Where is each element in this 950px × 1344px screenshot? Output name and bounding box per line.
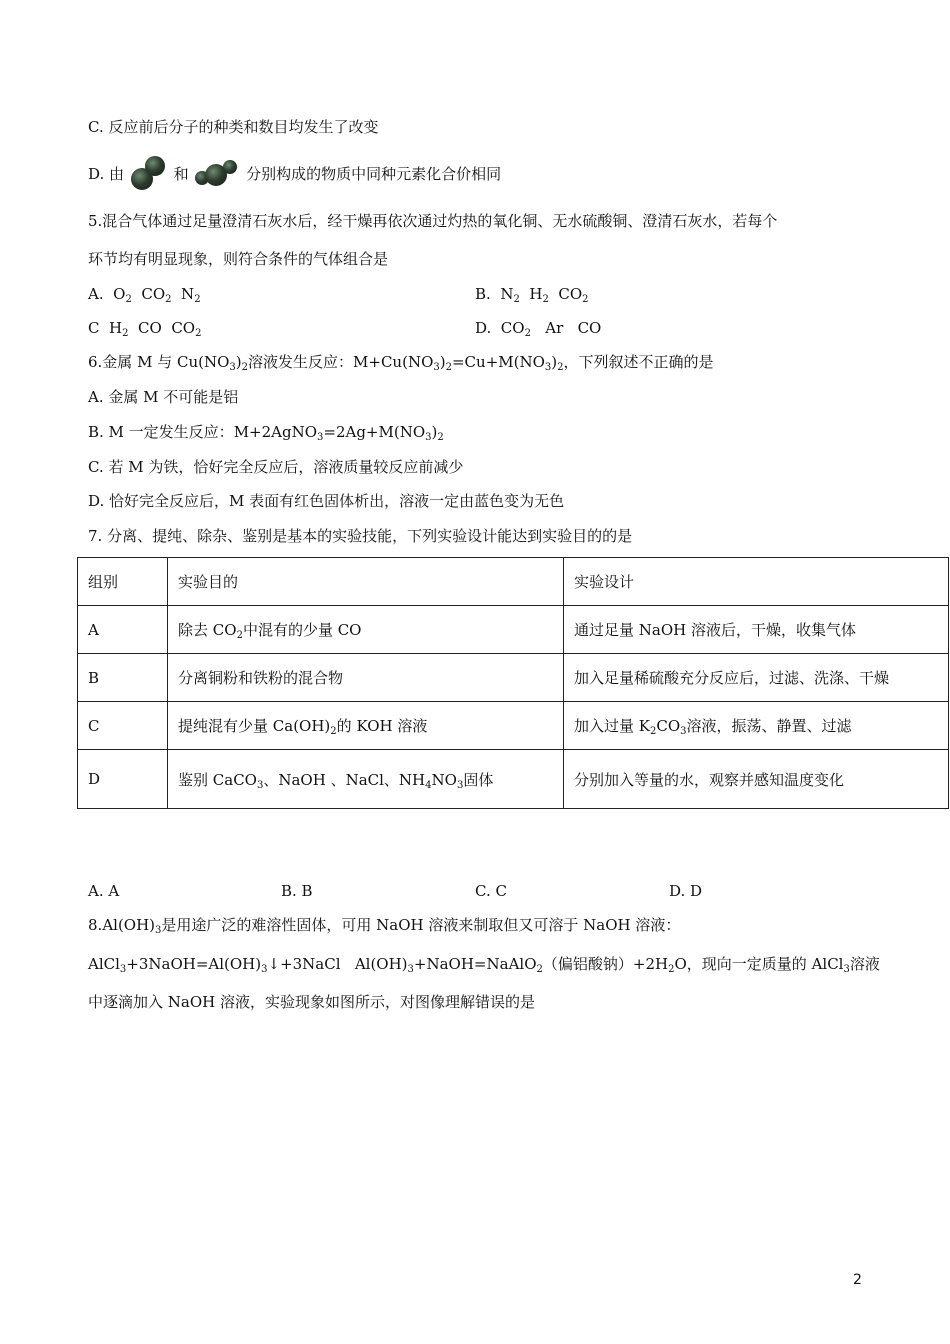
row-design: 分别加入等量的水，观察并感知温度变化 xyxy=(564,750,949,809)
row-purpose: 分离铜粉和铁粉的混合物 xyxy=(168,654,564,702)
header-purpose: 实验目的 xyxy=(168,558,564,606)
table-row xyxy=(78,702,949,750)
q6-stem: 6.金属 M 与 $Cu(NO_3)_2$溶液发生反应：$M+Cu(NO_3)_2=Cu+M(NO_3)_2$，下列叙述不正确的是 xyxy=(88,353,714,373)
q7-answer-d: D. D xyxy=(669,882,703,900)
q7-stem: 7. 分离、提纯、除杂、鉴别是基本的实验技能，下列实验设计能达到实验目的的是 xyxy=(88,527,633,545)
table-header-row xyxy=(78,558,949,606)
experiment-table xyxy=(77,557,949,809)
header-design: 实验设计 xyxy=(564,558,949,606)
row-purpose: 鉴别 CaCO$_3$、NaOH 、NaCl、$NH_4NO_3$固体 xyxy=(168,750,564,809)
page-number: 2 xyxy=(853,1272,862,1288)
row-design: 加入过量 $K_2CO_3$溶液，振荡、静置、过滤 xyxy=(564,702,949,750)
row-purpose: 提纯混有少量 $Ca(OH)_2$的 KOH 溶液 xyxy=(168,702,564,750)
q5-option-c: C $H_2$ CO $CO_2$ xyxy=(88,319,202,339)
table-row xyxy=(78,750,949,809)
q4-option-d: D. 由 和 分别构成的物质中同种元素化合价相同 xyxy=(88,160,501,188)
q5-option-d: D. $CO_2$ Ar CO xyxy=(475,319,602,339)
q7-answer-b: B. B xyxy=(281,882,313,900)
q5-option-a: A. $O_2$ $CO_2$ $N_2$ xyxy=(88,285,201,305)
q7-answer-c: C. C xyxy=(475,882,507,900)
triatomic-molecule-icon xyxy=(193,162,241,188)
row-purpose: 除去 $CO_2$中混有的少量 CO xyxy=(168,606,564,654)
row-group: C xyxy=(78,702,168,750)
q5-option-b: B. $N_2$ $H_2$ $CO_2$ xyxy=(475,285,589,305)
q6-option-d: D. 恰好完全反应后，M 表面有红色固体析出，溶液一定由蓝色变为无色 xyxy=(88,492,565,510)
q8-equations: $AlCl_3+3NaOH=Al(OH)_3↓+3NaCl$ $Al(OH)_3+NaOH=NaAlO_2$（偏铝酸钠）$+2H_2O$，现向一定质量的 AlCl$_3$溶液 xyxy=(88,955,880,975)
header-group: 组别 xyxy=(78,558,168,606)
q8-stem: $8.Al(OH)_3$是用途广泛的难溶性固体，可用 NaOH 溶液来制取但又可溶于 NaOH 溶液： xyxy=(88,916,681,936)
diatomic-molecule-icon xyxy=(129,162,169,188)
row-design: 加入足量稀硫酸充分反应后，过滤、洗涤、干燥 xyxy=(564,654,949,702)
table-row xyxy=(78,606,949,654)
row-group: B xyxy=(78,654,168,702)
row-design: 通过足量 NaOH 溶液后，干燥，收集气体 xyxy=(564,606,949,654)
q6-option-c: C. 若 M 为铁，恰好完全反应后，溶液质量较反应前减少 xyxy=(88,458,464,476)
q6-option-b: B. M 一定发生反应：$M+2AgNO_3=2Ag+M(NO_3)_2$ xyxy=(88,423,444,443)
q6-option-a: A. 金属 M 不可能是铝 xyxy=(88,388,239,406)
row-group: A xyxy=(78,606,168,654)
table-row xyxy=(78,654,949,702)
q5-stem-line2: 环节均有明显现象，则符合条件的气体组合是 xyxy=(88,250,389,268)
q4-option-c: C. 反应前后分子的种类和数目均发生了改变 xyxy=(88,118,379,136)
row-group: D xyxy=(78,750,168,809)
q5-stem-line1: 5.混合气体通过足量澄清石灰水后，经干燥再依次通过灼热的氧化铜、无水硫酸铜、澄清石灰水，若每个 xyxy=(88,212,778,230)
q7-answer-a: A. A xyxy=(88,882,120,900)
q8-stem-line3: 中逐滴加入 NaOH 溶液，实验现象如图所示，对图像理解错误的是 xyxy=(88,993,535,1011)
